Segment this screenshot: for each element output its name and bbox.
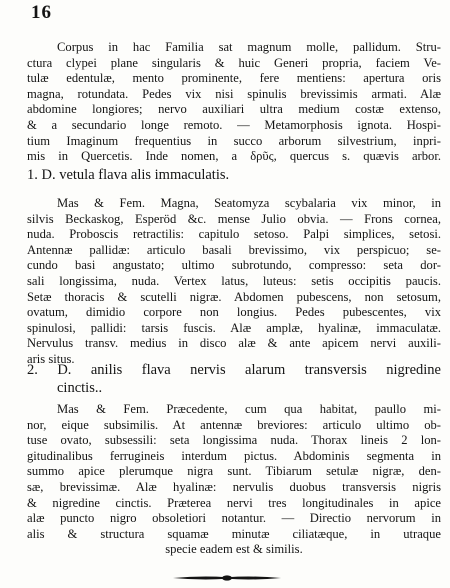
- text-line: tuse ovato, subsessili: seta longissima nuda. Thorax lineis 2 lon-: [27, 433, 441, 448]
- text-line: Mas & Fem. Præcedente, cum qua habitat, paullo mi-: [57, 402, 441, 416]
- text-line: Corpus in hac Familia sat magnum molle, pallidum. Stru-: [57, 40, 441, 54]
- text-line: alæ puncto nigro obsoletiori notantur. — Directio nervorum in: [27, 511, 441, 526]
- species-description: [27, 196, 441, 368]
- text-line: nuda. Proboscis retractilis: capitulo setoso. Palpi simplices, setosi.: [27, 227, 441, 242]
- ornament-rule: [171, 574, 283, 582]
- text-line: tium Imaginum frequentius in succo arborum silvestrium, inpri-: [27, 133, 441, 148]
- page-number: 16: [31, 2, 52, 23]
- text-line: tulæ edentulæ, mento prominente, fere mentiens: apertura oris: [27, 71, 441, 86]
- text-line: ctura clypei plane singularis & huic Generi propria, faciem Ve-: [27, 55, 441, 70]
- text-line: & a secundario longe remoto. — Metamorphosis ignota. Hospi-: [27, 117, 441, 132]
- text-line: mis in Quercetis. Inde nomen, a δρῦς, quercus s. quævis arbor.: [27, 149, 441, 164]
- text-line: Antennæ pallidæ: articulo basali brevissimo, vix perspicuo; se-: [27, 242, 441, 257]
- text-line: nor, eique subsimilis. At antennæ breviores: articulo ultimo ob-: [27, 417, 441, 432]
- text-line: cundo basi angustato; ultimo subrotundo, compresso: seta dor-: [27, 258, 441, 273]
- species-heading: 1. D. vetula flava alis immaculatis.: [27, 167, 230, 183]
- species-description: [27, 402, 441, 558]
- text-line: alis & structura squamæ minutæ ciliatæque, in utraque: [27, 526, 441, 541]
- heading-line: 2. D. anilis flava nervis alarum transversis nigredine: [27, 362, 441, 378]
- text-line: specie eadem est & similis.: [165, 542, 303, 557]
- text-line: sali longissima, nuda. Vertex latus, luteus: setis occipitis paucis.: [27, 273, 441, 288]
- text-line: Setæ thoracis & scutelli nigræ. Abdomen pubescens, non setosum,: [27, 289, 441, 304]
- text-line: abdomine longiores; nervo auxiliari ultra medium costæ extenso,: [27, 102, 441, 117]
- text-line: aris situs.: [27, 351, 75, 366]
- text-line: gitudinalibus ferrugineis interdum pictus. Abdominis segmenta in: [27, 448, 441, 463]
- text-line: ovatum, dimidio corpore non longius. Pedes pubescentes, vix: [27, 305, 441, 320]
- text-line: spinulosi, pallidi: tarsis fuscis. Alæ amplæ, hyalinæ, immaculatæ.: [27, 320, 441, 335]
- text-line: silvis Beckaskog, Esperöd &c. mense Julio obvia. — Frons cornea,: [27, 211, 441, 226]
- genus-description: [27, 40, 441, 165]
- text-line: Mas & Fem. Magna, Seatomyza scybalaria vix minor, in: [57, 196, 441, 210]
- text-line: magna, rotundata. Pedes vix nisi spinulis brevissimis armati. Alæ: [27, 86, 441, 101]
- text-line: Nervulus transv. medius in disco alæ & ante apicem nervi auxili-: [27, 336, 441, 351]
- heading-line: cinctis..: [57, 380, 103, 396]
- species-heading: [27, 361, 441, 397]
- text-line: & nigredine cinctis. Præterea nervi tres longitudinales in apice: [27, 495, 441, 510]
- text-line: summo apice plerumque nigra sunt. Tibiarum setulæ nigræ, den-: [27, 464, 441, 479]
- text-line: sæ, brevissimæ. Alæ hyalinæ: nervulis duobus transversis nigris: [27, 479, 441, 494]
